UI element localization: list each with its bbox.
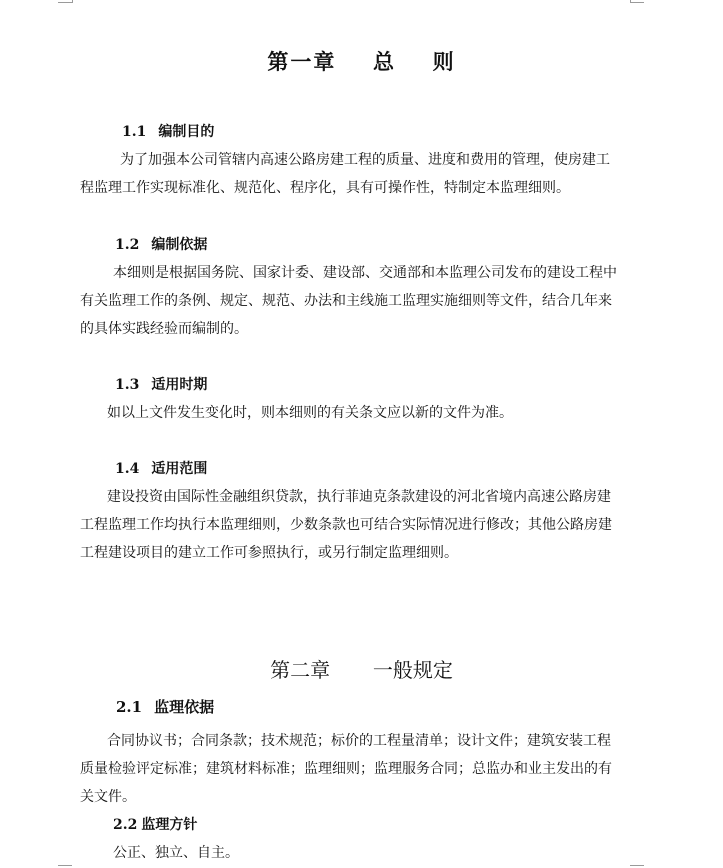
section-number: 1.2 [115,237,140,253]
chapter2-title [0,654,723,683]
chapter1-title-part: 第一章 [267,49,337,74]
section-title: 适用范围 [151,461,208,477]
section-number: 2.2 [113,817,138,833]
crop-mark [630,0,631,3]
paragraph-line: 公正、独立、自主。 [113,845,239,861]
paragraph-line: 合同协议书；合同条款；技术规范；标价的工程量清单；设计文件；建筑安装工程 [107,733,611,749]
chapter2-title-part: 第二章 [270,658,331,682]
section-heading-1-3 [115,374,207,394]
crop-mark [58,2,72,3]
section-heading-2-2 [113,814,197,834]
paragraph-line: 本细则是根据国务院、国家计委、建设部、交通部和本监理公司发布的建设工程中 [113,265,617,281]
paragraph-line: 有关监理工作的条例、规定、规范、办法和主线施工监理实施细则等文件，结合几年来 [80,293,612,309]
crop-mark [58,865,72,866]
paragraph-line: 关文件。 [80,789,136,805]
section-heading-1-2 [115,234,207,254]
section-number: 2.1 [116,698,143,716]
section-title: 监理方针 [141,817,198,833]
section-heading-1-1 [122,121,214,141]
paragraph-line: 如以上文件发生变化时，则本细则的有关条文应以新的文件为准。 [107,405,513,421]
section-number: 1.3 [115,377,140,393]
paragraph-line: 工程监理工作均执行本监理细则，少数条款也可结合实际情况进行修改；其他公路房建 [80,517,612,533]
crop-mark [630,865,644,866]
paragraph-line: 质量检验评定标准；建筑材料标准；监理细则；监理服务合同；总监办和业主发出的有 [80,761,612,777]
paragraph-line: 的具体实践经验而编制的。 [80,321,248,337]
paragraph-line: 建设投资由国际性金融组织贷款，执行菲迪克条款建设的河北省境内高速公路房建 [107,489,611,505]
chapter1-title-part: 总 [373,49,396,74]
section-number: 1.4 [115,461,140,477]
crop-mark [630,2,644,3]
chapter1-title [0,46,723,76]
section-title: 编制依据 [151,237,208,253]
paragraph-line: 程监理工作实现标准化、规范化、程序化，具有可操作性，特制定本监理细则。 [80,180,570,196]
paragraph-line: 工程建设项目的建立工作可参照执行，或另行制定监理细则。 [80,545,458,561]
chapter1-title-part: 则 [432,49,456,74]
paragraph-line: 为了加强本公司管辖内高速公路房建工程的质量、进度和费用的管理，使房建工 [120,152,610,168]
section-heading-2-1 [116,696,214,717]
section-number: 1.1 [122,124,147,140]
section-title: 适用时期 [151,377,208,393]
crop-mark [72,0,73,3]
section-title: 编制目的 [158,124,215,140]
chapter2-title-part: 一般规定 [372,658,453,682]
section-heading-1-4 [115,458,207,478]
section-title: 监理依据 [154,698,215,716]
